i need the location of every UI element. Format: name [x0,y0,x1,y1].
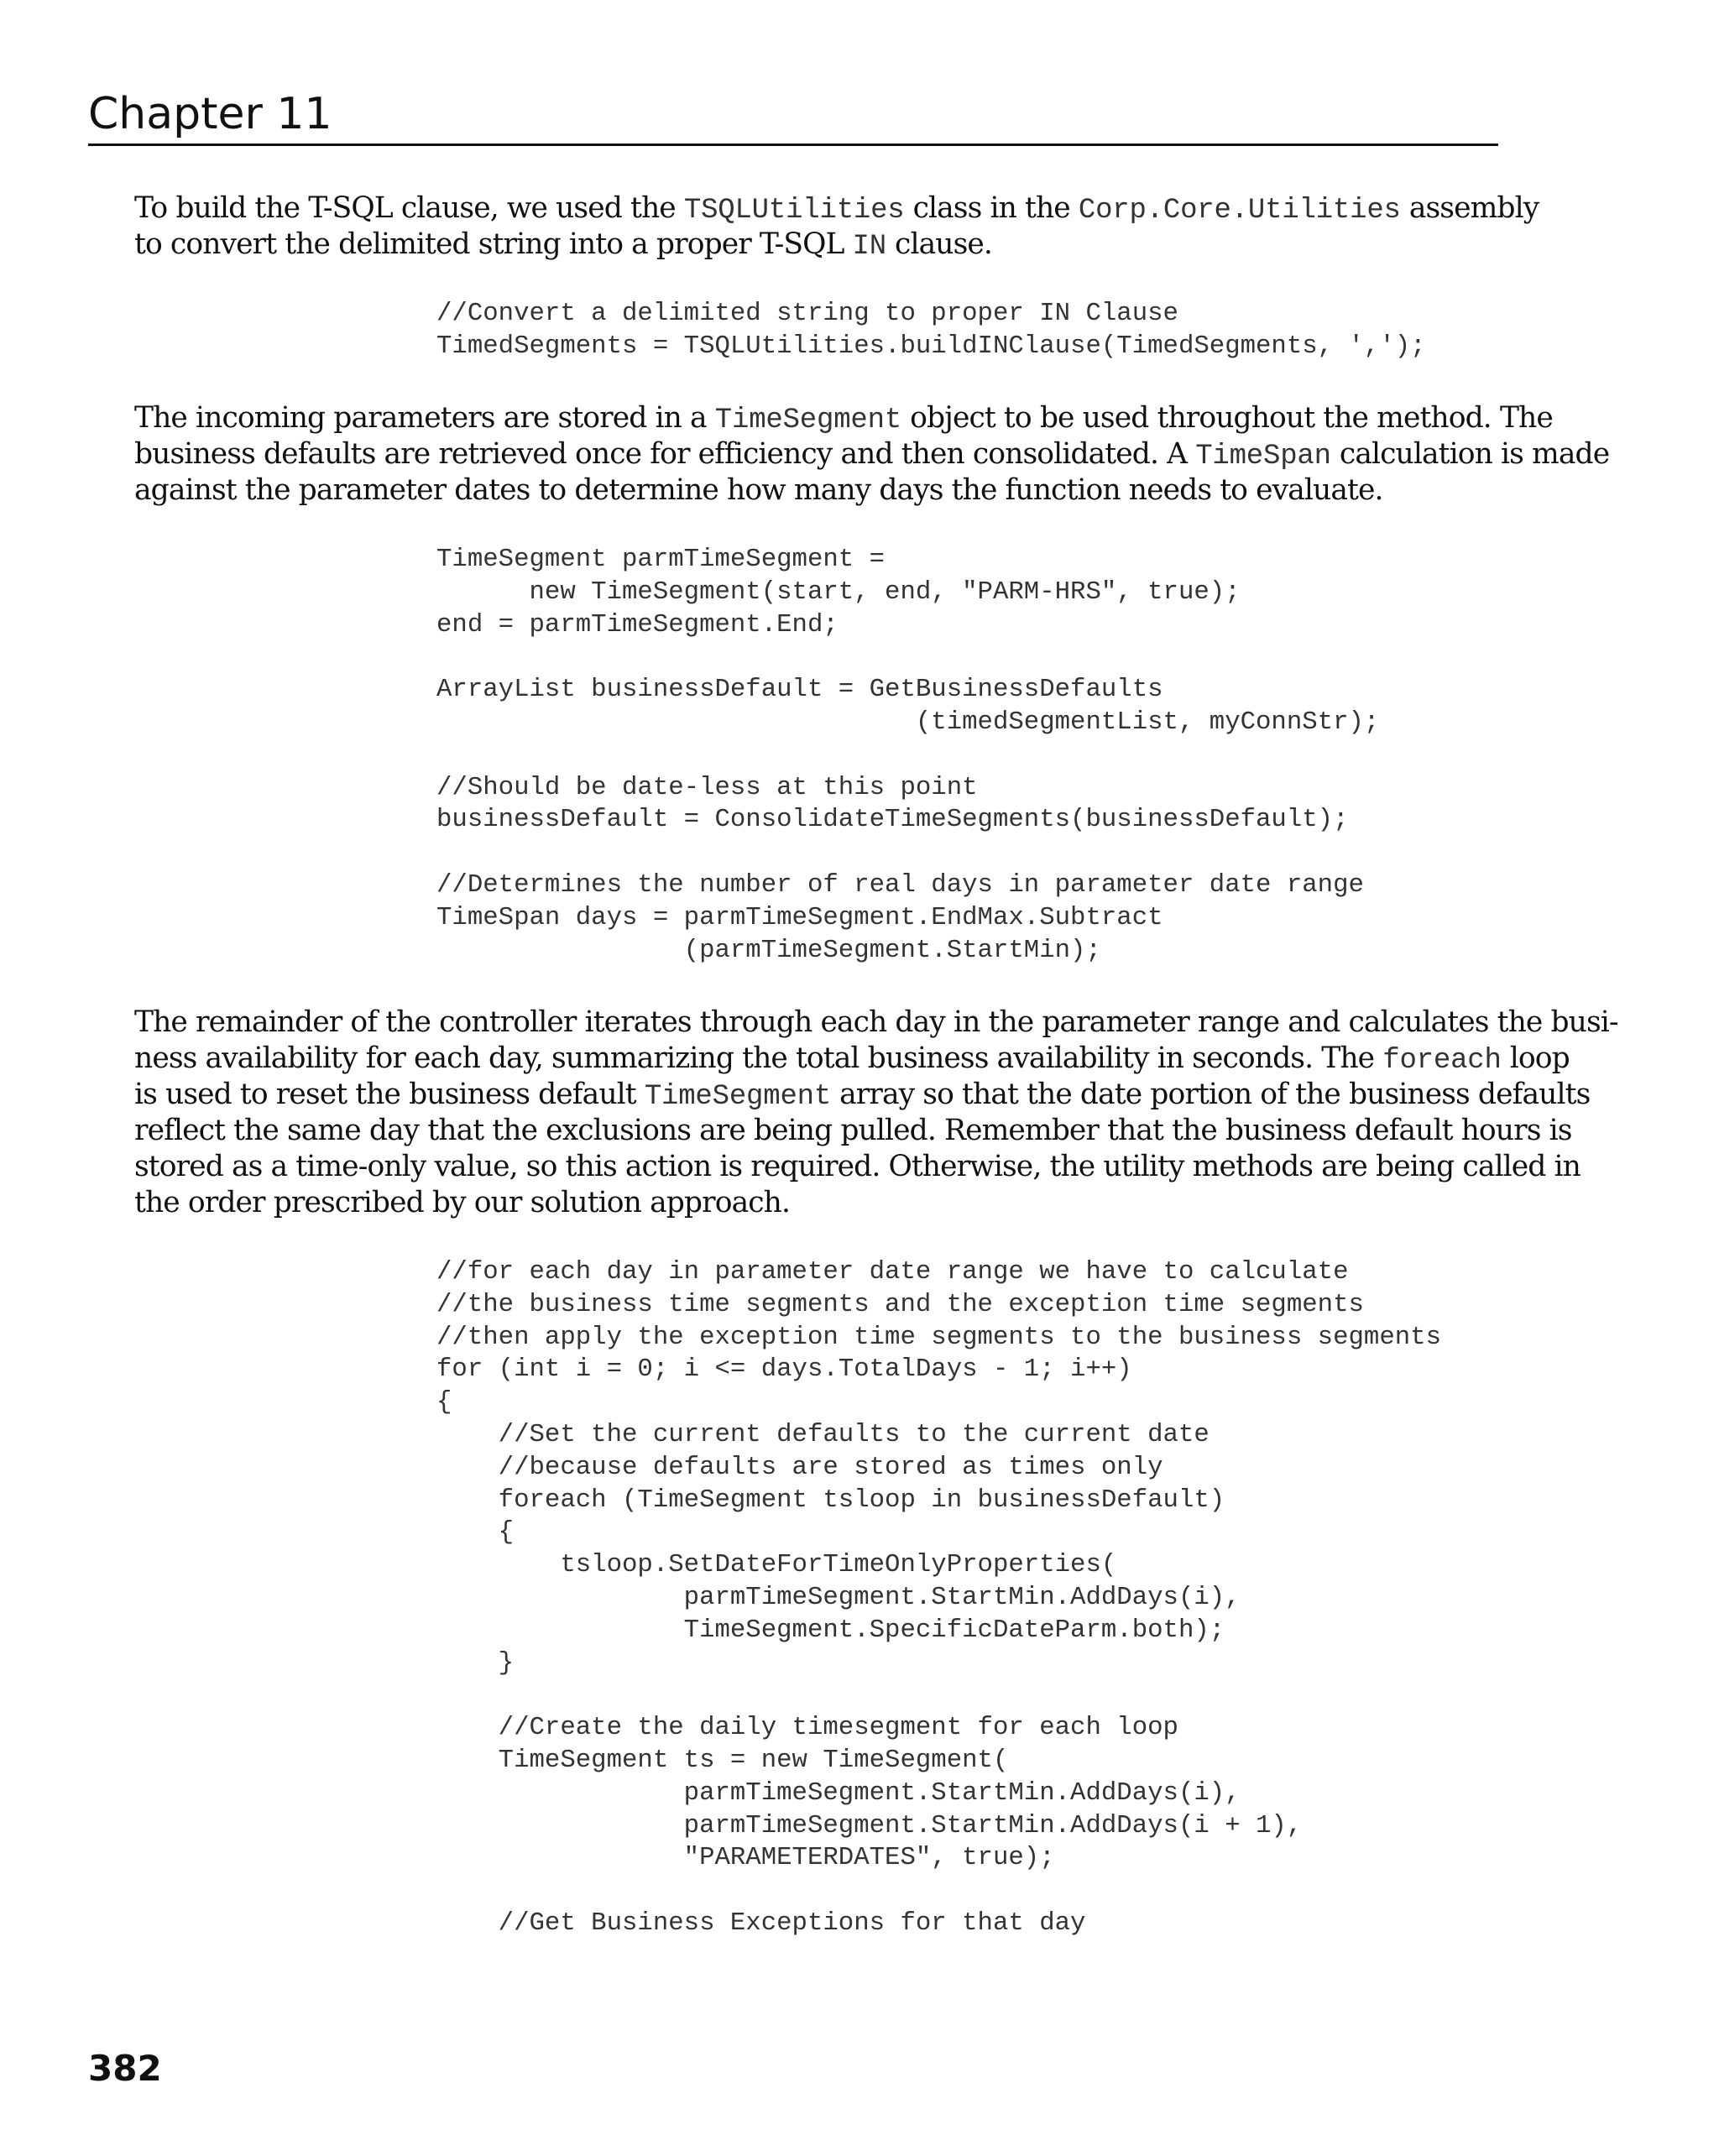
text-run: calculation is made [1330,437,1610,471]
paragraph-line [134,1149,1581,1185]
inline-code: TimeSpan [1195,441,1331,472]
code-line: (parmTimeSegment.StartMin); [436,935,1101,965]
code-line: //Get Business Exceptions for that day [436,1908,1086,1938]
paragraph-tsql-clause [134,191,1539,263]
code-line [436,739,1379,772]
text-run: The remainder of the controller iterates through each day in the parameter range and calculates the busi- [134,1005,1618,1039]
code-line [436,641,1379,674]
code-line: businessDefault = ConsolidateTimeSegments(businessDefault); [436,805,1349,835]
text-run: class in the [904,191,1079,225]
text-run: reflect the same day that the exclusions are being pulled. Remember that the business default hours is [134,1114,1572,1147]
text-run: clause. [886,227,992,261]
code-line: { [436,1387,452,1417]
text-run: loop [1501,1041,1570,1075]
paragraph-incoming-parameters [134,400,1610,509]
code-line [436,1875,1441,1908]
code-line: //Determines the number of real days in parameter date range [436,869,1364,900]
code-line: parmTimeSegment.StartMin.AddDays(i + 1), [436,1810,1303,1840]
chapter-header [88,88,1498,146]
paragraph-line [134,1041,1570,1077]
code-line: TimeSegment parmTimeSegment = [436,545,886,574]
code-line: TimeSegment.SpecificDateParm.both); [436,1615,1225,1645]
code-line [436,837,1379,869]
code-line: } [436,1647,515,1678]
code-line: parmTimeSegment.StartMin.AddDays(i), [436,1582,1241,1612]
paragraph-line [134,1113,1572,1149]
paragraph-line [134,472,1519,509]
paragraph-line [134,1077,1591,1113]
inline-code: TimeSegment [644,1081,832,1113]
inline-code: IN [852,231,886,263]
paragraph-line [134,191,1539,227]
code-line: //for each day in parameter date range we have to calculate [436,1257,1349,1287]
code-line: //because defaults are stored as times only [436,1452,1163,1482]
code-line: //Set the current defaults to the current date [436,1419,1210,1449]
text-run: The incoming parameters are stored in a [134,401,715,435]
code-block-time-segment-setup [436,544,1379,967]
text-run: object to be used throughout the method. The [901,401,1553,435]
page-number: 382 [88,2048,162,2089]
code-line: TimeSpan days = parmTimeSegment.EndMax.Subtract [436,902,1163,932]
code-line: foreach (TimeSegment tsloop in businessDefault) [436,1485,1225,1515]
paragraph-line [134,1185,1519,1221]
text-run: against the parameter dates to determine how many days the function needs to evaluate. [134,473,1383,507]
text-run: array so that the date portion of the business defaults [831,1078,1591,1111]
paragraph-controller-loop [134,1005,1618,1221]
code-line: tsloop.SetDateForTimeOnlyProperties( [436,1550,1117,1580]
inline-code: TimeSegment [714,405,902,436]
paragraph-line [134,1005,1618,1041]
text-run: assembly [1400,191,1539,225]
inline-code: foreach [1382,1045,1502,1077]
text-run: business defaults are retrieved once for efficiency and then consolidated. A [134,437,1196,471]
text-run: ness availability for each day, summarizing the total business availability in seconds. The [134,1041,1383,1075]
code-line: //Create the daily timesegment for each loop [436,1713,1178,1743]
paragraph-line [134,436,1610,472]
code-line: "PARAMETERDATES", true); [436,1843,1055,1873]
inline-code: Corp.Core.Utilities [1078,195,1401,227]
code-line: TimedSegments = TSQLUtilities.buildINClause(TimedSegments, ','); [436,331,1426,361]
code-line: //the business time segments and the exception time segments [436,1289,1364,1319]
code-line: new TimeSegment(start, end, "PARM-HRS", true); [436,577,1241,607]
paragraph-line [134,227,1519,263]
code-block-day-loop [436,1256,1441,1940]
code-line: end = parmTimeSegment.End; [436,609,839,639]
paragraph-line [134,400,1553,436]
code-block-in-clause [436,298,1426,363]
code-line: parmTimeSegment.StartMin.AddDays(i), [436,1778,1241,1808]
code-line: { [436,1517,515,1548]
inline-code: TSQLUtilities [683,195,905,227]
text-run: stored as a time-only value, so this action is required. Otherwise, the utility methods are being called in [134,1150,1581,1183]
code-line: ArrayList businessDefault = GetBusinessDefaults [436,675,1163,705]
code-line: TimeSegment ts = new TimeSegment( [436,1745,1009,1775]
text-run: To build the T-SQL clause, we used the [134,191,684,225]
code-line: for (int i = 0; i <= days.TotalDays - 1; i++) [436,1355,1132,1385]
code-line: //Convert a delimited string to proper IN Clause [436,299,1178,328]
code-line: (timedSegmentList, myConnStr); [436,707,1380,737]
code-line: //then apply the exception time segments to the business segments [436,1322,1442,1352]
text-run: is used to reset the business default [134,1078,645,1111]
text-run: to convert the delimited string into a proper T-SQL [134,227,853,261]
code-line [436,1679,1441,1712]
text-run: the order prescribed by our solution approach. [134,1186,791,1219]
code-line: //Should be date-less at this point [436,772,978,802]
chapter-title: Chapter 11 [88,89,332,139]
